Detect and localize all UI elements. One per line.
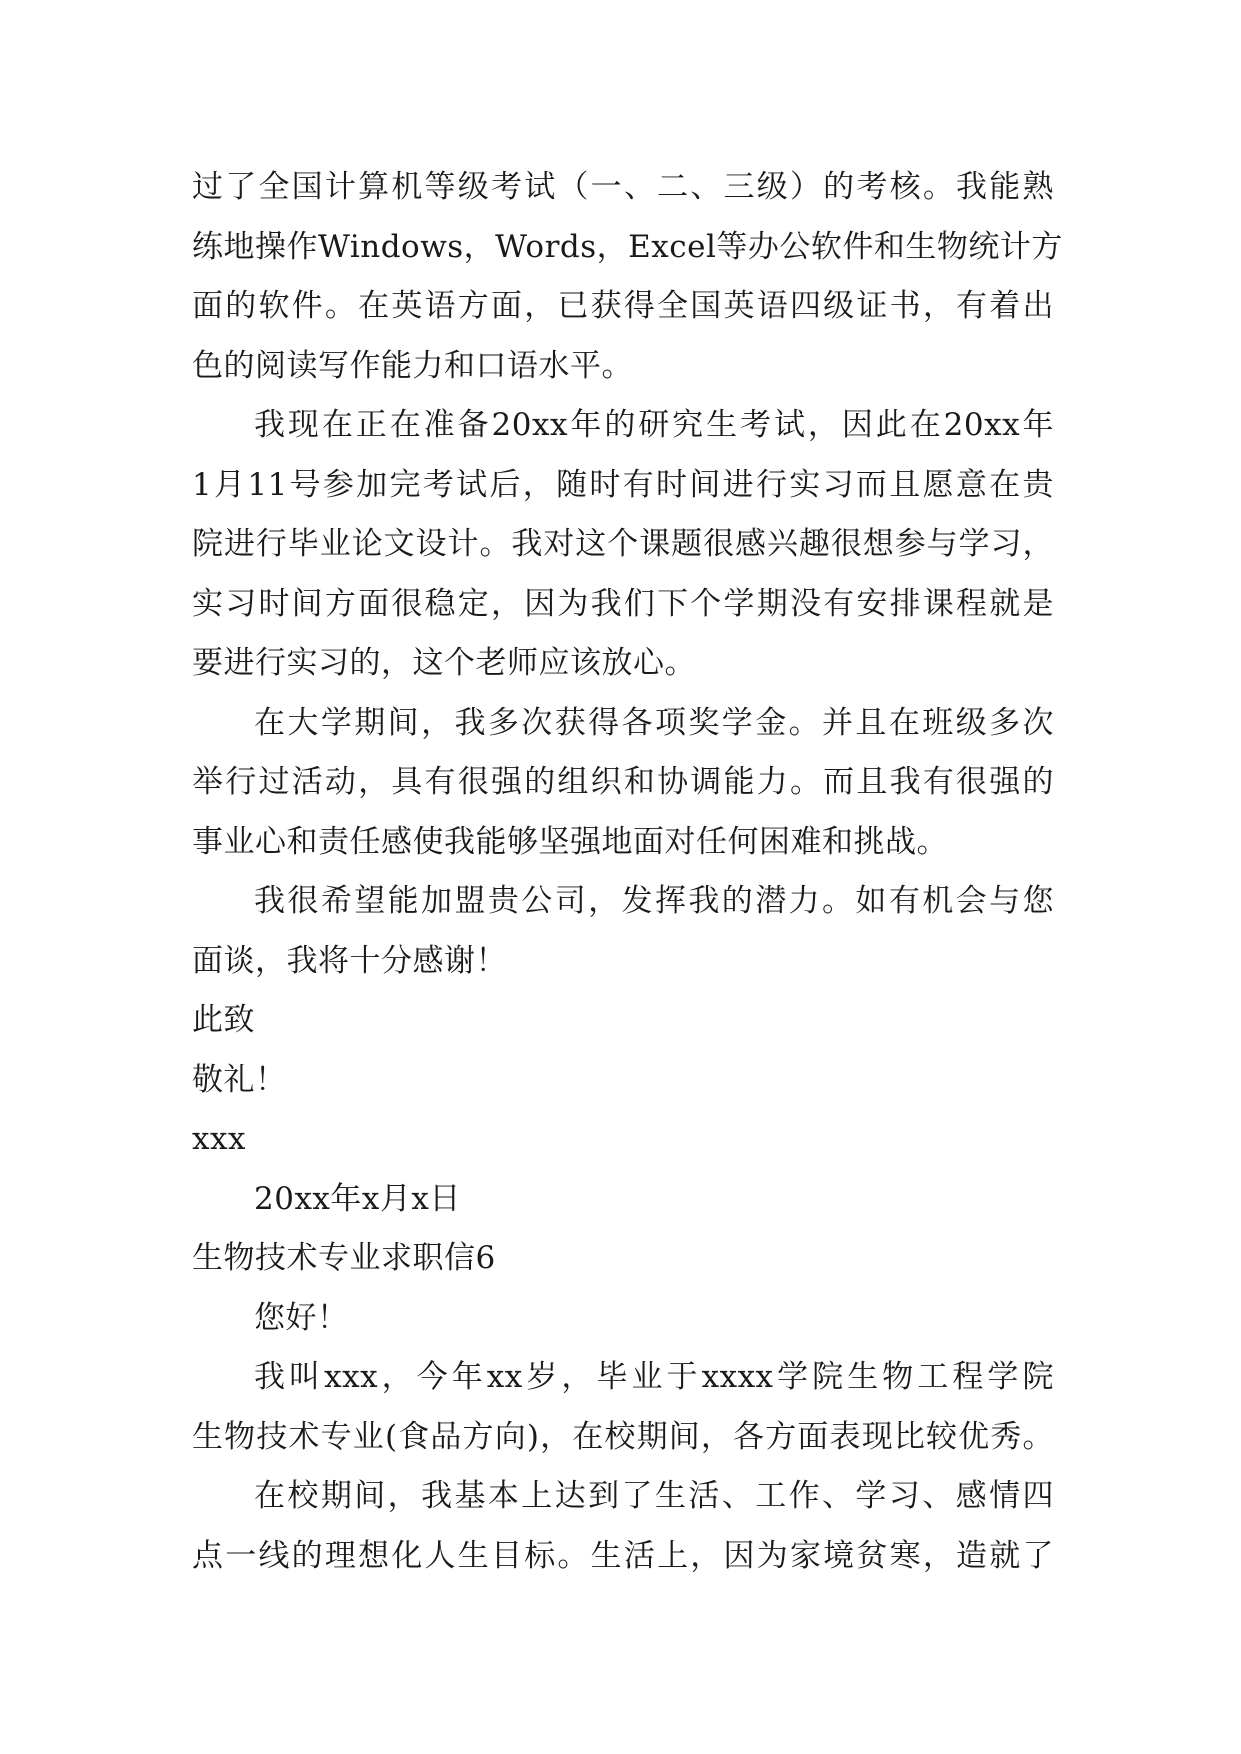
text-line: 练地操作Windows，Words，Excel等办公软件和生物统计方 [192, 228, 1063, 265]
text-line: 在校期间，我基本上达到了生活、工作、学习、感情四 [254, 1478, 1054, 1514]
text-line: xxx [192, 1121, 246, 1157]
text-line: 生物技术专业求职信6 [192, 1240, 496, 1276]
text-line: 1月11号参加完考试后，随时有时间进行实习而且愿意在贵 [192, 466, 1054, 503]
text-line: 点一线的理想化人生目标。生活上，因为家境贫寒，造就了 [192, 1537, 1054, 1574]
text-line: 生物技术专业(食品方向)，在校期间，各方面表现比较优秀。 [192, 1418, 1054, 1455]
text-line: 举行过活动，具有很强的组织和协调能力。而且我有很强的 [192, 764, 1054, 800]
document-body [192, 158, 1063, 1586]
text-line: 事业心和责任感使我能够坚强地面对任何困难和挑战。 [192, 823, 948, 860]
text-line: 您好！ [254, 1299, 349, 1336]
text-line: 在大学期间，我多次获得各项奖学金。并且在班级多次 [254, 704, 1054, 741]
text-line: 色的阅读写作能力和口语水平。 [192, 347, 633, 384]
text-line: 实习时间方面很稳定，因为我们下个学期没有安排课程就是 [192, 585, 1054, 622]
text-line: 此致 [192, 1002, 255, 1038]
text-line: 我很希望能加盟贵公司，发挥我的潜力。如有机会与您 [254, 883, 1054, 919]
text-line: 敬礼！ [192, 1061, 287, 1098]
text-line: 面的软件。在英语方面，已获得全国英语四级证书，有着出 [192, 288, 1054, 324]
text-line: 20xx年x月x日 [254, 1180, 461, 1217]
text-line: 过了全国计算机等级考试（一、二、三级）的考核。我能熟 [192, 169, 1054, 205]
text-line: 我现在正在准备20xx年的研究生考试，因此在20xx年 [254, 407, 1054, 443]
text-line: 我叫xxx，今年xx岁，毕业于xxxx学院生物工程学院 [254, 1359, 1054, 1395]
text-line: 面谈，我将十分感谢！ [192, 942, 507, 979]
text-line: 院进行毕业论文设计。我对这个课题很感兴趣很想参与学习， [192, 526, 1054, 562]
text-line: 要进行实习的，这个老师应该放心。 [192, 645, 696, 681]
